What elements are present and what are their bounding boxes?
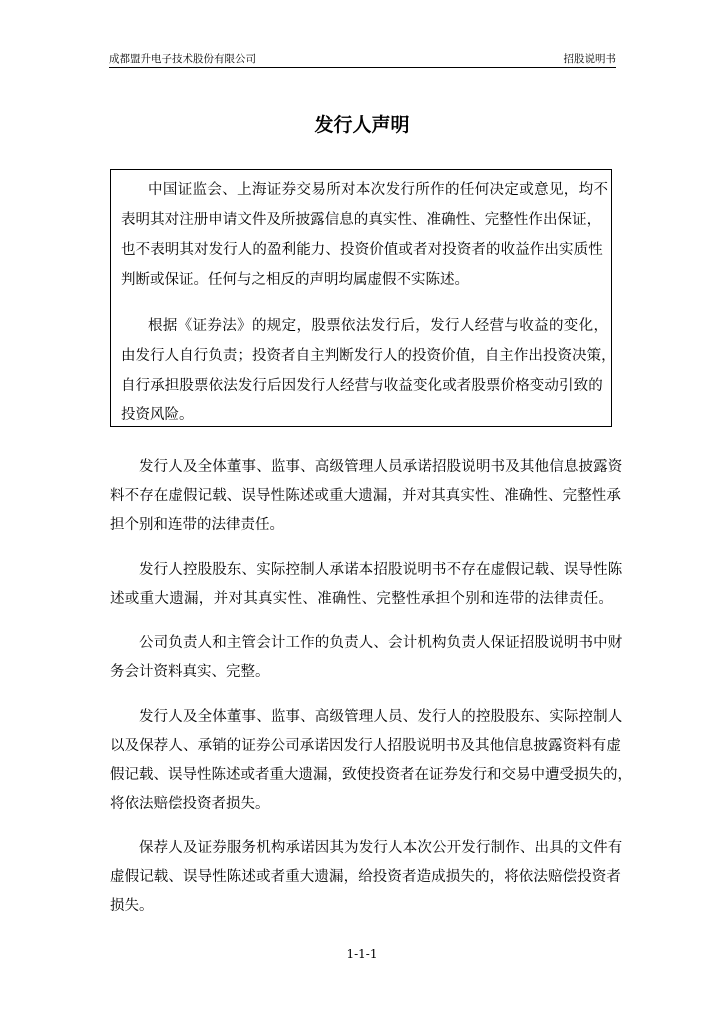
box-p1-line-4: 判断或保证。任何与之相反的声明均属虚假不实陈述。	[121, 272, 469, 288]
box-p1-line-1: 中国证监会、上海证券交易所对本次发行所作的任何决定或意见，均不	[148, 182, 609, 198]
body-p5-line-2: 虚假记载、误导性陈述或者重大遗漏，给投资者造成损失的，将依法赔偿投资者	[110, 869, 621, 885]
header-rule	[109, 67, 616, 68]
body-p4-line-2: 以及保荐人、承销的证券公司承诺因发行人招股说明书及其他信息披露资料有虚	[110, 738, 621, 754]
body-p2-line-1: 发行人控股股东、实际控制人承诺本招股说明书不存在虚假记载、误导性陈	[139, 562, 623, 578]
box-p1-line-3: 也不表明其对发行人的盈利能力、投资价值或者对投资者的收益作出实质性	[121, 242, 603, 258]
body-p5-line-1: 保荐人及证券服务机构承诺因其为发行人本次公开发行制作、出具的文件有	[139, 840, 623, 856]
body-p3-line-1: 公司负责人和主管会计工作的负责人、会计机构负责人保证招股说明书中财	[139, 635, 623, 651]
body-p5-line-3: 损失。	[110, 898, 154, 914]
company-name: 成都盟升电子技术股份有限公司	[109, 53, 256, 65]
document-type: 招股说明书	[563, 53, 616, 65]
body-p4-line-3: 假记载、误导性陈述或者重大遗漏，致使投资者在证券发行和交易中遭受损失的，	[110, 767, 632, 783]
box-p2-line-4: 投资风险。	[121, 407, 194, 423]
page-header	[109, 52, 616, 66]
page-title: 发行人声明	[314, 114, 410, 136]
body-p2-line-2: 述或重大遗漏，并对其真实性、准确性、完整性承担个别和连带的法律责任。	[110, 591, 614, 607]
box-p2-line-1: 根据《证券法》的规定，股票依法发行后，发行人经营与收益的变化，	[148, 318, 609, 334]
body-p1-line-2: 料不存在虚假记载、误导性陈述或重大遗漏，并对其真实性、准确性、完整性承	[110, 488, 621, 504]
page-number: 1-1-1	[346, 947, 378, 961]
body-p1-line-3: 担个别和连带的法律责任。	[110, 517, 284, 533]
box-p2-line-3: 自行承担股票依法发行后因发行人经营与收益变化或者股票价格变动引致的	[121, 378, 603, 394]
body-p4-line-4: 将依法赔偿投资者损失。	[110, 796, 270, 812]
box-p2-line-2: 由发行人自行负责；投资者自主判断发行人的投资价值，自主作出投资决策，	[121, 348, 616, 364]
box-p1-line-2: 表明其对注册申请文件及所披露信息的真实性、准确性、完整性作出保证，	[121, 212, 602, 228]
body-p3-line-2: 务会计资料真实、完整。	[110, 664, 270, 680]
body-p4-line-1: 发行人及全体董事、监事、高级管理人员、发行人的控股股东、实际控制人	[139, 709, 623, 725]
body-p1-line-1: 发行人及全体董事、监事、高级管理人员承诺招股说明书及其他信息披露资	[139, 459, 623, 475]
